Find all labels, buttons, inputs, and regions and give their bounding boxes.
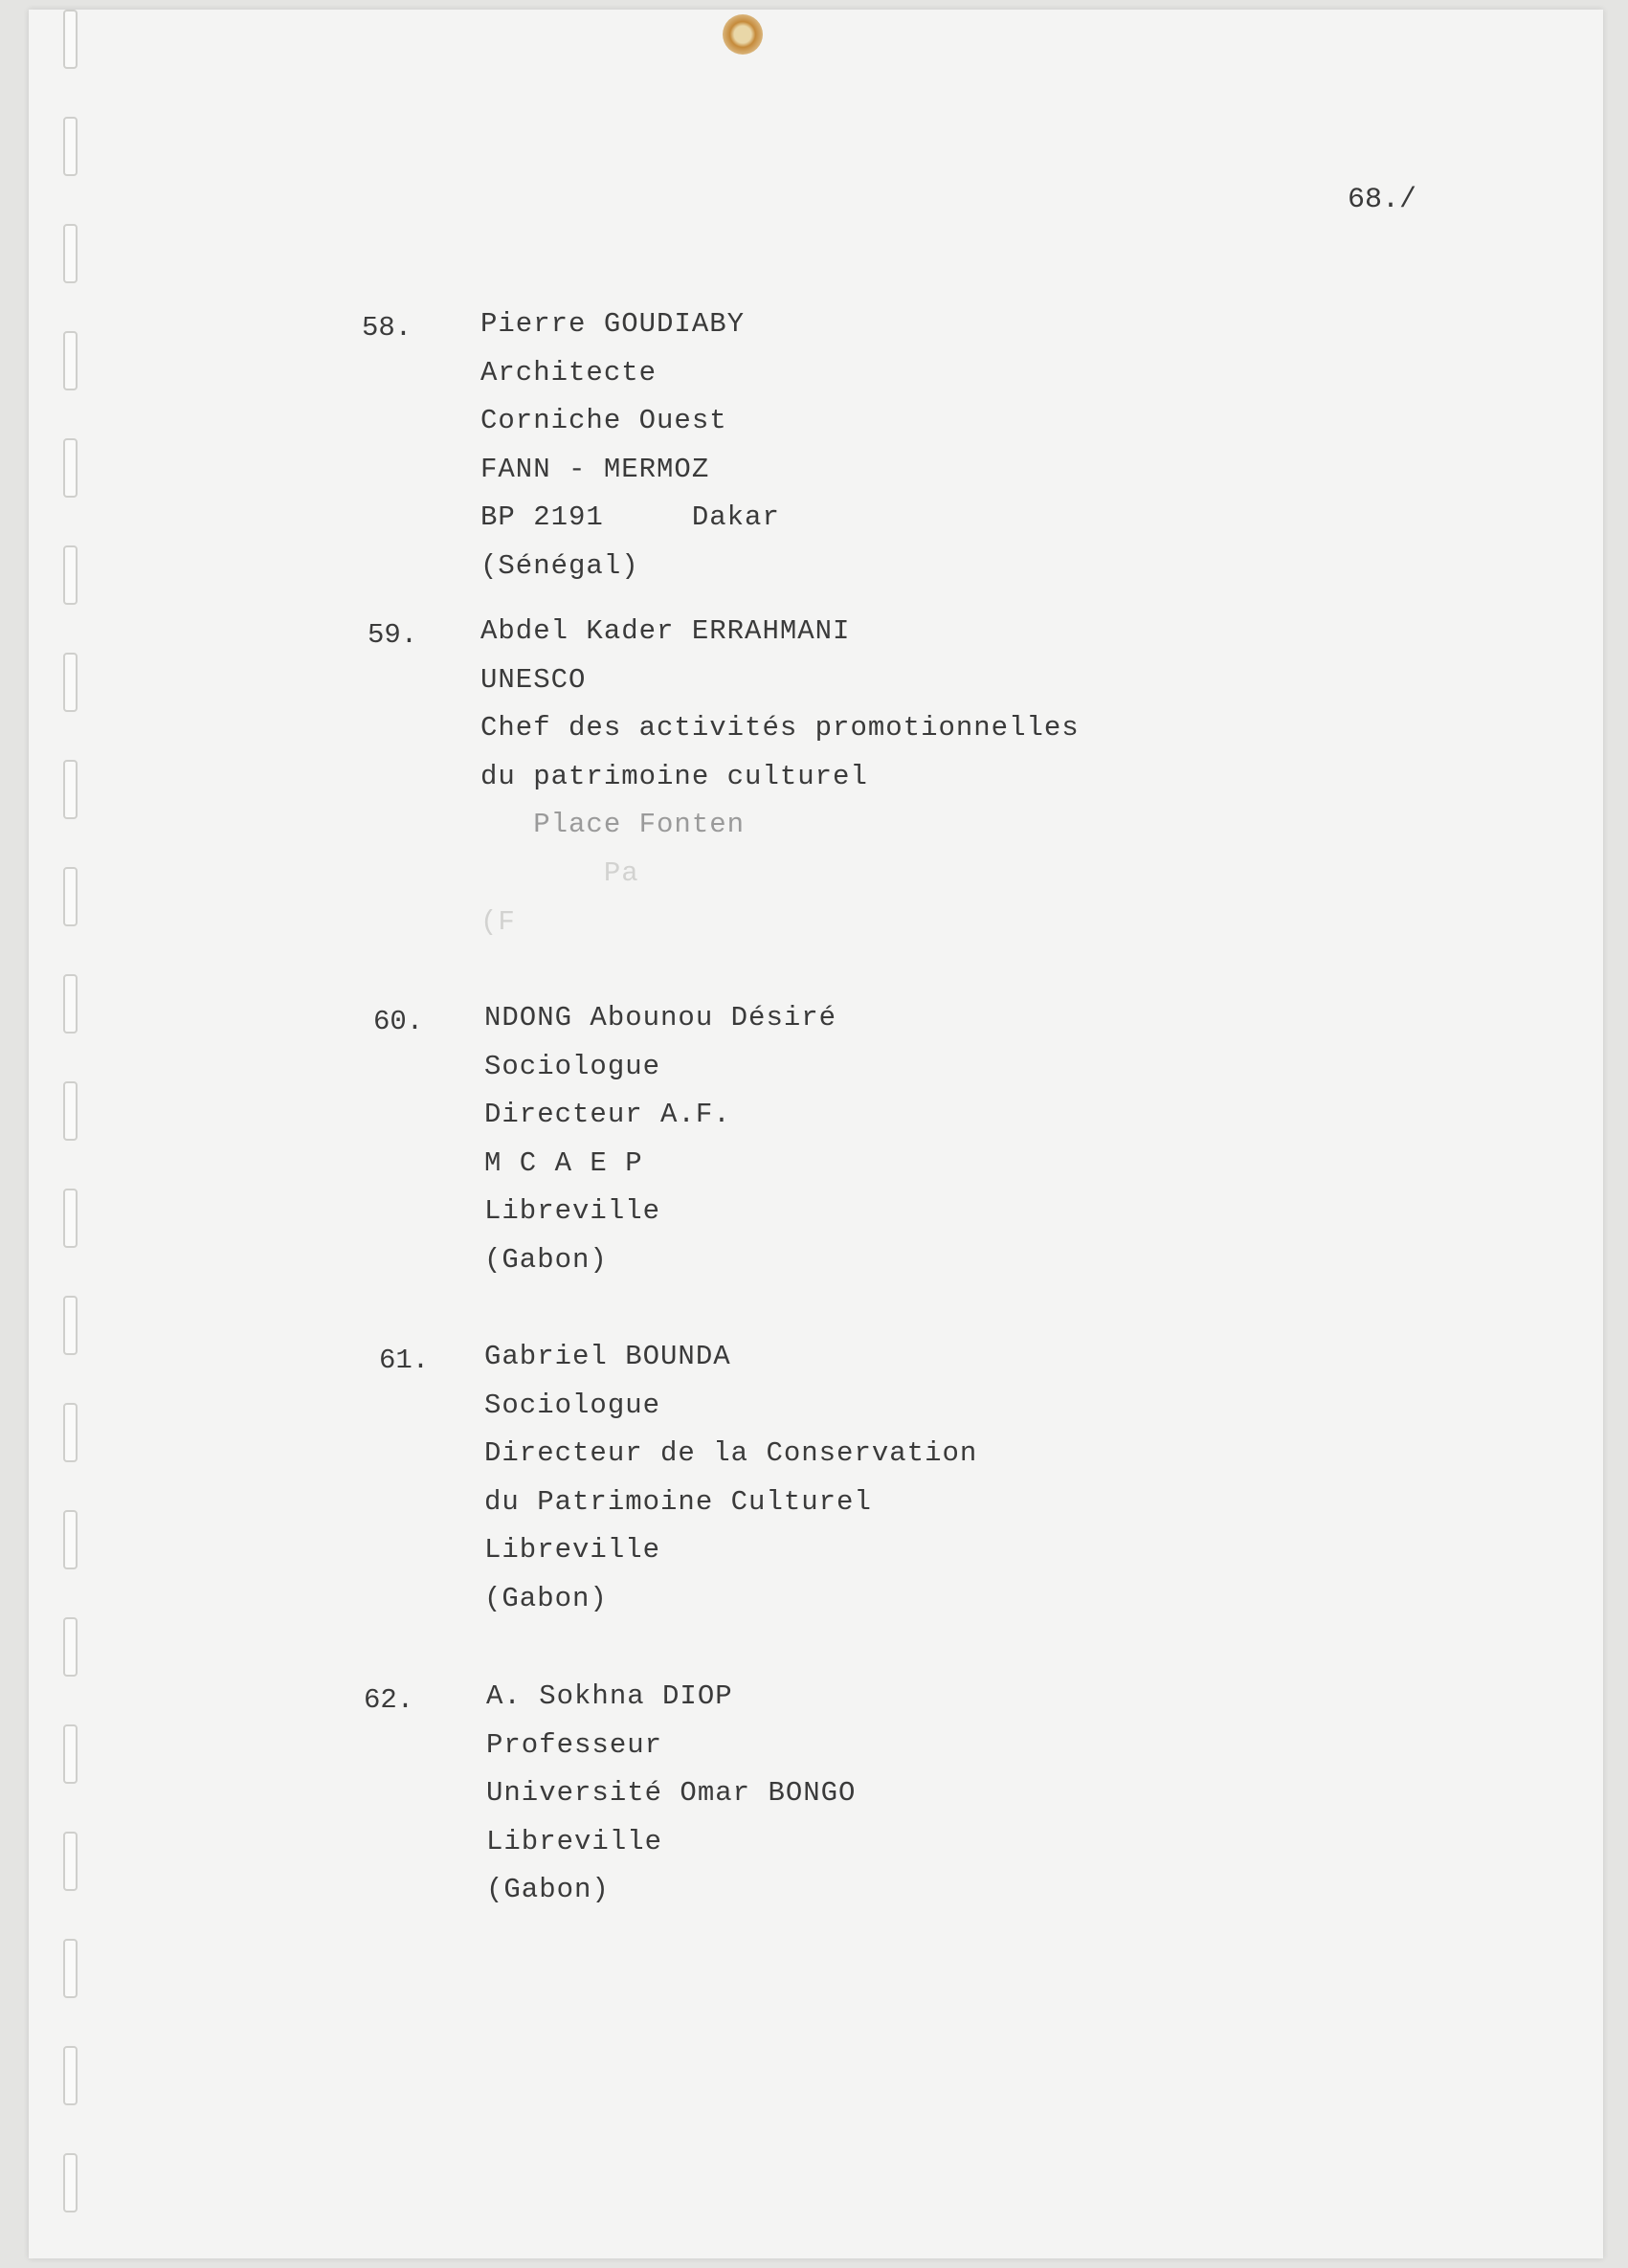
- binding-hole-icon: [63, 1081, 78, 1141]
- binding-hole-icon: [63, 1296, 78, 1355]
- entry-line: du patrimoine culturel: [480, 760, 868, 792]
- entry-line: Libreville: [486, 1825, 663, 1857]
- entry-line: Architecte: [480, 356, 658, 389]
- entry-number: 60.: [373, 1006, 424, 1037]
- entry-number: 58.: [362, 312, 413, 344]
- entry-line: FANN - MERMOZ: [480, 453, 710, 485]
- entry-line: UNESCO: [480, 663, 587, 696]
- entry-number: 61.: [379, 1345, 430, 1376]
- binding-hole-icon: [63, 545, 78, 605]
- binding-hole-icon: [63, 1724, 78, 1784]
- entry-line: Professeur: [486, 1728, 663, 1761]
- binding-hole-icon: [63, 760, 78, 819]
- binding-hole-icon: [63, 331, 78, 390]
- entry-lines: [484, 1341, 977, 1632]
- binding-hole-icon: [63, 1832, 78, 1891]
- entry-line-faded: (F: [480, 905, 516, 938]
- entry-name: Pierre GOUDIABY: [480, 308, 746, 340]
- entry-line: du Patrimoine Culturel: [484, 1485, 872, 1518]
- binding-hole-icon: [63, 1939, 78, 1998]
- entry-name: Gabriel BOUNDA: [484, 1341, 731, 1372]
- entry-line-faded: Pa: [480, 856, 639, 889]
- binding-hole-icon: [63, 2153, 78, 2212]
- entry-lines: [486, 1680, 856, 1923]
- entry-line: M C A E P: [484, 1146, 643, 1179]
- entry-line: Sociologue: [484, 1389, 661, 1421]
- binding-hole-icon: [63, 653, 78, 712]
- binding-hole-icon: [63, 1617, 78, 1677]
- entry-lines: [480, 308, 780, 599]
- entry-lines: [480, 615, 1080, 954]
- binding-hole-icon: [63, 438, 78, 498]
- binding-holes: [63, 10, 78, 2249]
- binding-hole-icon: [63, 117, 78, 176]
- entry-line: (Gabon): [484, 1582, 608, 1614]
- entry-name: A. Sokhna DIOP: [486, 1680, 733, 1712]
- page-number: 68./: [1348, 184, 1417, 216]
- entry-name: Abdel Kader ERRAHMANI: [480, 615, 851, 647]
- staple-mark-icon: [723, 14, 763, 55]
- entry-line: Chef des activités promotionnelles: [480, 712, 1080, 745]
- entry-line: (Sénégal): [480, 549, 639, 582]
- binding-hole-icon: [63, 2046, 78, 2105]
- binding-hole-icon: [63, 867, 78, 926]
- binding-hole-icon: [63, 224, 78, 283]
- binding-hole-icon: [63, 1403, 78, 1462]
- entry-line: Libreville: [484, 1534, 661, 1567]
- entry-line: (Gabon): [484, 1243, 608, 1276]
- entry-line: Directeur de la Conservation: [484, 1437, 978, 1470]
- entry-line: Sociologue: [484, 1050, 661, 1082]
- entry-number: 59.: [368, 619, 418, 651]
- entry-line: Corniche Ouest: [480, 405, 727, 437]
- entry-line: Directeur A.F.: [484, 1099, 731, 1131]
- binding-hole-icon: [63, 10, 78, 69]
- binding-hole-icon: [63, 1189, 78, 1248]
- entry-line-faded: Place Fonten: [480, 809, 746, 841]
- entry-line: Libreville: [484, 1195, 661, 1228]
- entry-lines: [484, 1002, 836, 1293]
- entry-line: BP 2191 Dakar: [480, 501, 780, 534]
- entry-line: Université Omar BONGO: [486, 1777, 857, 1810]
- entry-name: NDONG Abounou Désiré: [484, 1002, 837, 1034]
- entry-line: (Gabon): [486, 1874, 610, 1906]
- binding-hole-icon: [63, 974, 78, 1034]
- entry-number: 62.: [364, 1684, 414, 1716]
- binding-hole-icon: [63, 1510, 78, 1569]
